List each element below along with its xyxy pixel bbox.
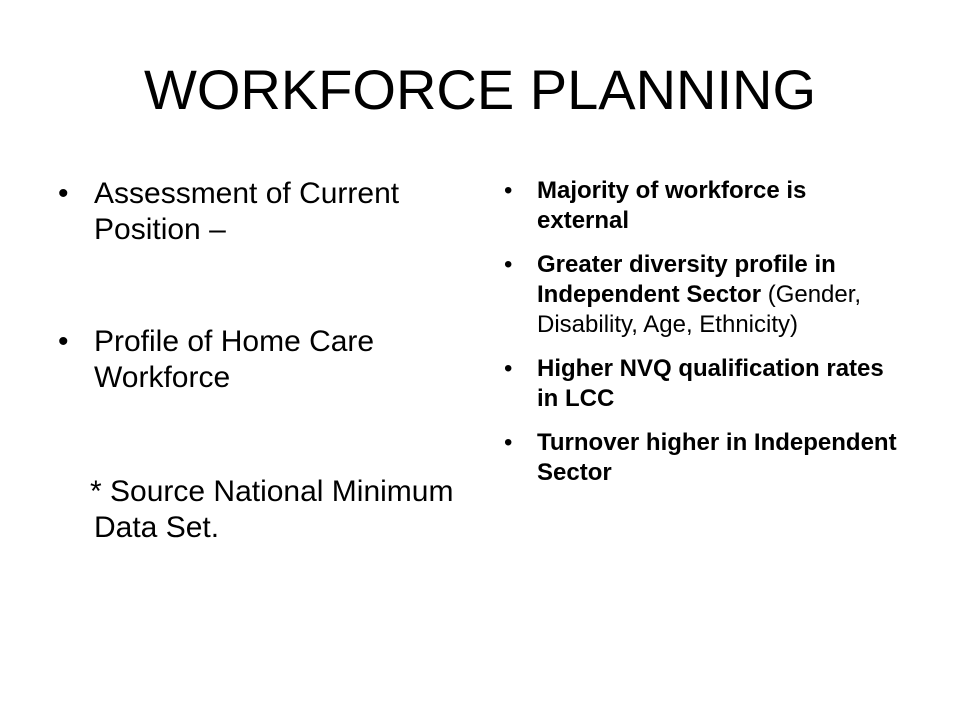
bullet-icon: • (58, 325, 69, 358)
bullet-icon: • (504, 429, 513, 456)
right-bullet-item (504, 176, 904, 236)
left-bullet-item (58, 176, 478, 248)
right-bullet-bold-text: Greater diversity profile in Independent Sector (537, 251, 836, 308)
source-note (58, 474, 478, 546)
left-bullet-text: Assessment of Current Position – (94, 177, 400, 246)
left-bullet-item (58, 324, 478, 396)
slide-title: WORKFORCE PLANNING (143, 58, 817, 121)
right-bullet-bold-text: Turnover higher in Independent Sector (537, 429, 897, 486)
right-bullet-bold-text: Majority of workforce is external (537, 177, 807, 234)
source-note-text: * Source National Minimum Data Set. (90, 475, 454, 544)
right-bullet-normal-text: (Gender, Disability, Age, Ethnicity) (537, 281, 862, 338)
right-bullet-bold-text: Higher NVQ qualification rates in LCC (537, 355, 884, 412)
right-bullet-item (504, 250, 904, 340)
right-column (504, 176, 904, 488)
bullet-icon: • (504, 177, 513, 204)
left-column (58, 176, 478, 546)
right-bullet-item (504, 428, 904, 488)
bullet-icon: • (504, 355, 513, 382)
left-bullet-text: Profile of Home Care Workforce (94, 325, 375, 394)
right-bullet-item (504, 354, 904, 414)
bullet-icon: • (58, 177, 69, 210)
bullet-icon: • (504, 251, 513, 278)
